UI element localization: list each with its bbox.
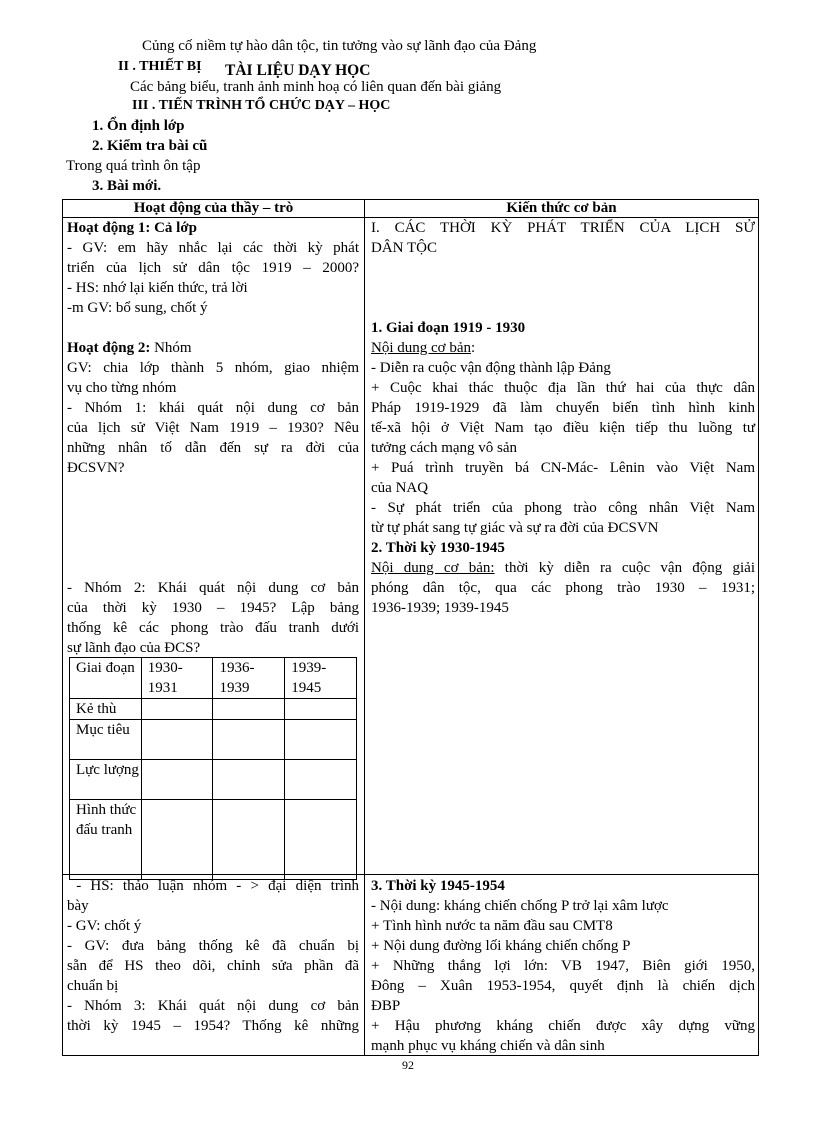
activity-1-line: triển của lịch sử dân tộc 1919 – 2000? bbox=[67, 260, 359, 276]
right-column-upper bbox=[371, 218, 755, 618]
group-2-line: - Nhóm 2: Khái quát nội dung cơ bản bbox=[67, 580, 359, 596]
lower-left-line: bày bbox=[67, 898, 89, 914]
activity-2-line: những nhân tố dẫn đến sự ra đời của bbox=[67, 440, 359, 456]
step-3: 3. Bài mới. bbox=[92, 178, 162, 194]
lower-left-line: - Nhóm 3: Khái quát nội dung cơ bản bbox=[67, 998, 359, 1014]
activity-2-title-rest: Nhóm bbox=[150, 340, 192, 356]
sub-table-header-cell: 1936-1939 bbox=[213, 658, 285, 699]
page-number: 92 bbox=[402, 1058, 414, 1072]
sub-table-cell bbox=[285, 699, 357, 720]
period-3-line: ĐBP bbox=[371, 998, 401, 1014]
section-1-heading: I. CÁC THỜI KỲ PHÁT TRIỂN CỦA LỊCH SỬ bbox=[371, 220, 755, 236]
step-2: 2. Kiểm tra bài cũ bbox=[92, 138, 208, 154]
intro-line-1: Củng cố niềm tự hào dân tộc, tin tưởng vào sự lãnh đạo của Đảng bbox=[142, 38, 537, 54]
movements-stat-table bbox=[69, 657, 357, 880]
period-1-subtitle bbox=[371, 338, 755, 358]
sub-table-cell bbox=[141, 760, 213, 800]
sub-table-cell bbox=[213, 720, 285, 760]
period-2-line-rest: thời kỳ diễn ra cuộc vận động giải bbox=[494, 560, 755, 576]
period-2-line: 1936-1939; 1939-1945 bbox=[371, 600, 509, 616]
activity-2-line: - Nhóm 1: khái quát nội dung cơ bản bbox=[67, 400, 359, 416]
sub-table-row-label: Lực lượng bbox=[70, 760, 142, 800]
sub-table-header-cell: 1939-1945 bbox=[285, 658, 357, 699]
sub-table-cell bbox=[213, 699, 285, 720]
period-2-title: 2. Thời kỳ 1930-1945 bbox=[371, 540, 505, 556]
period-1-line: - Sự phát triển của phong trào công nhân Việt Nam bbox=[371, 500, 755, 516]
period-1-subtitle-text: Nội dung cơ bản bbox=[371, 340, 471, 356]
sub-table-cell bbox=[285, 720, 357, 760]
period-2-line bbox=[371, 558, 755, 578]
period-1-line: tưởng cách mạng vô sản bbox=[371, 440, 518, 456]
group-2-line: sự lãnh đạo của ĐCS? bbox=[67, 640, 201, 656]
activity-2-line: GV: chia lớp thành 5 nhóm, giao nhiệm bbox=[67, 360, 359, 376]
lower-left-line: - GV: chốt ý bbox=[67, 918, 142, 934]
sub-table-cell bbox=[141, 720, 213, 760]
section-2-title: TÀI LIỆU DẠY HỌC bbox=[225, 62, 371, 79]
period-1-title: 1. Giai đoạn 1919 - 1930 bbox=[371, 320, 526, 336]
period-3-line: + Những thắng lợi lớn: VB 1947, Biên giới 1950, bbox=[371, 958, 755, 974]
period-2-subtitle: Nội dung cơ bản: bbox=[371, 560, 495, 576]
sub-table-header-cell: 1930-1931 bbox=[141, 658, 213, 699]
sub-table-row-label: Hình thức đấu tranh bbox=[70, 800, 142, 880]
lower-left-line: - HS: thảo luận nhóm - > đại diện trình bbox=[67, 878, 359, 894]
activity-2-line: vụ cho từng nhóm bbox=[67, 380, 177, 396]
lower-left-line: chuẩn bị bbox=[67, 978, 119, 994]
lower-left-line: thời kỳ 1945 – 1954? Thống kê những bbox=[67, 1018, 359, 1034]
period-3-line: + Tình hình nước ta năm đầu sau CMT8 bbox=[371, 918, 613, 934]
sub-table-cell bbox=[213, 760, 285, 800]
right-column-lower bbox=[371, 876, 755, 1056]
left-column-lower bbox=[67, 876, 359, 1036]
activity-1-title: Hoạt động 1: Cả lớp bbox=[67, 220, 197, 236]
period-1-subtitle-colon: : bbox=[471, 340, 476, 356]
period-3-line: - Nội dung: kháng chiến chống P trở lại xâm lược bbox=[371, 898, 669, 914]
period-1-line: của NAQ bbox=[371, 480, 429, 496]
period-3-line: mạnh phục vụ kháng chiến và dân sinh bbox=[371, 1038, 605, 1054]
activity-2-title-bold: Hoạt động 2: bbox=[67, 340, 151, 356]
sub-table-header-cell: Giai đoạn bbox=[70, 658, 142, 699]
section-1-heading: DÂN TỘC bbox=[371, 240, 437, 256]
period-1-line: tế-xã hội ở Việt Nam tạo điều kiện tiếp thu luồng tư bbox=[371, 420, 755, 436]
lesson-table bbox=[62, 199, 759, 1056]
activity-1-line: - GV: em hãy nhắc lại các thời kỳ phát bbox=[67, 240, 359, 256]
sub-table-row-label: Mục tiêu bbox=[70, 720, 142, 760]
section-2-prefix: II . THIẾT BỊ bbox=[118, 59, 202, 74]
section-3-title: III . TIẾN TRÌNH TỔ CHỨC DẠY – HỌC bbox=[132, 98, 391, 113]
sub-table-row-label: Kẻ thù bbox=[70, 699, 142, 720]
sub-table-cell bbox=[285, 760, 357, 800]
lower-left-line: - GV: đưa bảng thống kê đã chuẩn bị bbox=[67, 938, 359, 954]
section-2-text: Các bảng biểu, tranh ảnh minh hoạ có liên quan đến bài giảng bbox=[130, 79, 502, 95]
column-divider bbox=[364, 200, 365, 1055]
lower-left-line: sẵn để HS theo dõi, chỉnh sửa phần đã bbox=[67, 958, 359, 974]
period-1-line: - Diễn ra cuộc vận động thành lập Đảng bbox=[371, 360, 611, 376]
step-1: 1. Ổn định lớp bbox=[92, 118, 185, 134]
period-3-line: + Nội dung đường lối kháng chiến chống P bbox=[371, 938, 631, 954]
period-3-line: Đông – Xuân 1953-1954, quyết định là chiến dịch bbox=[371, 978, 755, 994]
period-3-line: + Hậu phương kháng chiến được xây dựng vững bbox=[371, 1018, 755, 1034]
step-2-text: Trong quá trình ôn tập bbox=[66, 158, 201, 174]
period-1-line: + Puá trình truyền bá CN-Mác- Lênin vào Việt Nam bbox=[371, 460, 755, 476]
period-1-line: từ tự phát sang tự giác và sự ra đời của ĐCSVN bbox=[371, 520, 659, 536]
group-2-line: của thời kỳ 1930 – 1945? Lập bảng bbox=[67, 600, 359, 616]
period-3-title: 3. Thời kỳ 1945-1954 bbox=[371, 878, 505, 894]
header-knowledge: Kiến thức cơ bản bbox=[506, 200, 617, 216]
left-column-group-2 bbox=[67, 578, 359, 658]
activity-2-title bbox=[67, 338, 359, 358]
sub-table-cell bbox=[141, 800, 213, 880]
activity-1-line: - HS: nhớ lại kiến thức, trả lời bbox=[67, 280, 248, 296]
left-column-upper bbox=[67, 218, 359, 478]
activity-2-line: ĐCSVN? bbox=[67, 460, 125, 476]
group-2-line: thống kê các phong trào đấu tranh dưới bbox=[67, 620, 359, 636]
sub-table-cell bbox=[141, 699, 213, 720]
sub-table-cell bbox=[285, 800, 357, 880]
header-teacher-student: Hoạt động của thầy – trò bbox=[133, 200, 294, 216]
activity-1-line: -m GV: bổ sung, chốt ý bbox=[67, 300, 208, 316]
period-1-line: Pháp 1919-1929 đã làm chuyển biến tình hình kinh bbox=[371, 400, 755, 416]
period-1-line: + Cuộc khai thác thuộc địa lần thứ hai của thực dân bbox=[371, 380, 755, 396]
sub-table-cell bbox=[213, 800, 285, 880]
period-2-line: phóng dân tộc, qua các phong trào 1930 – 1931; bbox=[371, 580, 755, 596]
activity-2-line: của lịch sử Việt Nam 1919 – 1930? Nêu bbox=[67, 420, 359, 436]
